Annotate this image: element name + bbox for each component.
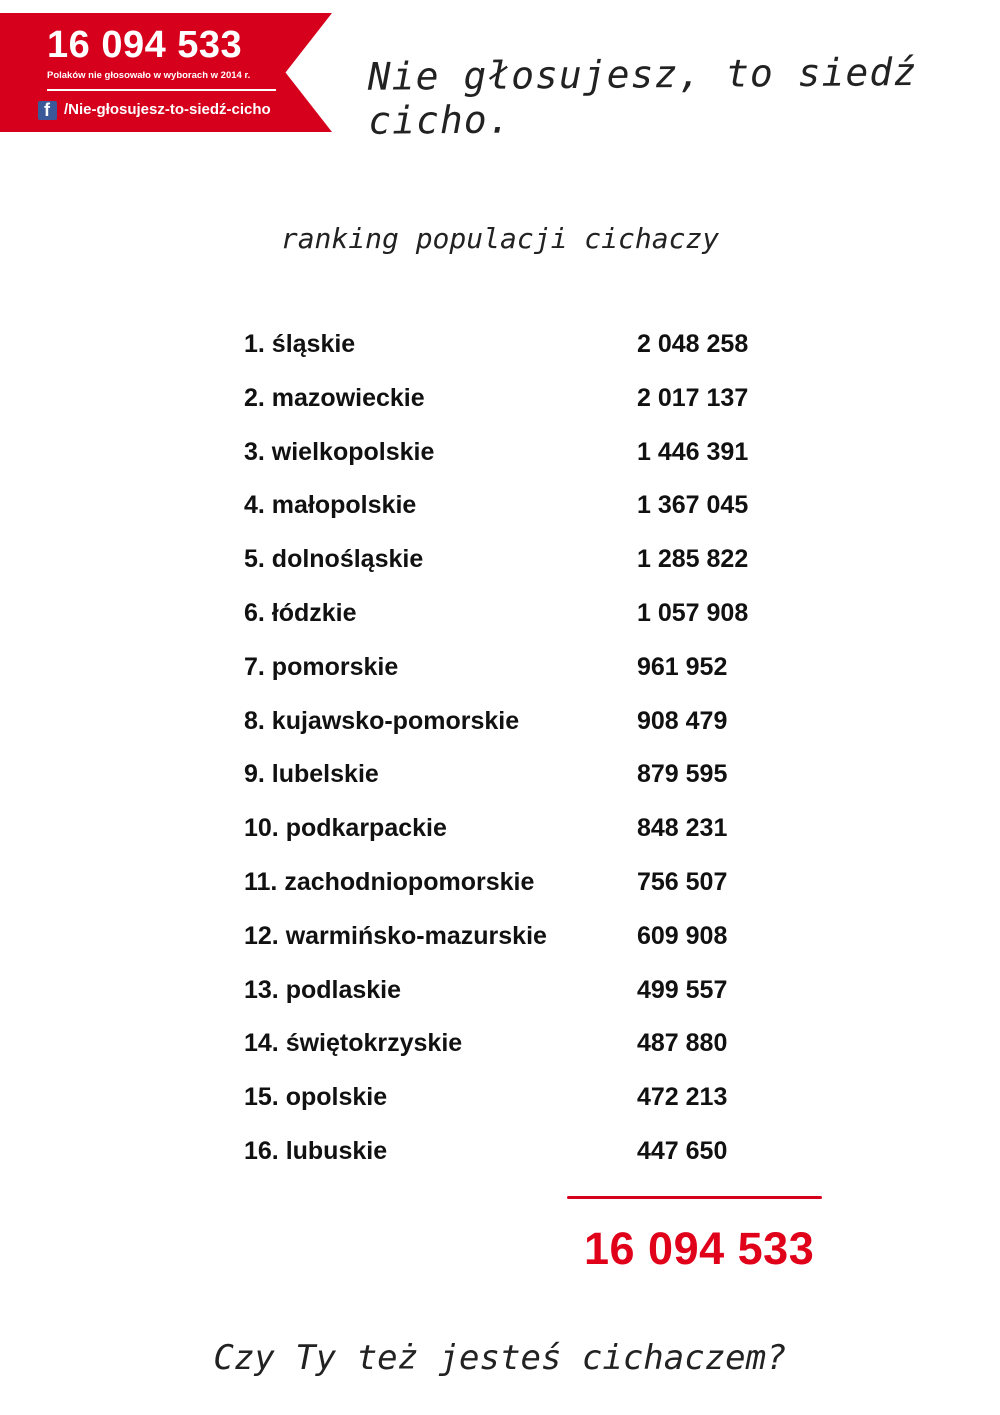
ranking-region-name: 3. wielkopolskie <box>244 437 435 466</box>
ranking-row <box>244 438 804 492</box>
ranking-row <box>244 384 804 438</box>
ranking-region-value: 908 479 <box>637 706 728 735</box>
ranking-region-name: 12. warmińsko-mazurskie <box>244 921 547 950</box>
ranking-list <box>244 330 804 1191</box>
ranking-row <box>244 545 804 599</box>
ranking-row <box>244 491 804 545</box>
ranking-region-name: 4. małopolskie <box>244 491 417 520</box>
ranking-region-value: 2 048 258 <box>637 330 749 358</box>
ranking-row <box>244 599 804 653</box>
banner-divider <box>47 89 276 91</box>
ranking-region-value: 1 057 908 <box>637 598 749 627</box>
ranking-region-value: 1 285 822 <box>637 545 749 574</box>
ranking-region-value: 487 880 <box>637 1029 728 1058</box>
banner-count: 16 094 533 <box>47 24 243 66</box>
slogan: Nie głosujesz, to siedź cicho. <box>367 49 918 143</box>
ranking-region-name: 1. śląskie <box>244 330 356 358</box>
ranking-region-name: 13. podlaskie <box>244 975 402 1004</box>
ranking-region-value: 499 557 <box>637 975 728 1004</box>
ranking-region-name: 7. pomorskie <box>244 652 399 681</box>
ranking-region-value: 609 908 <box>637 921 728 950</box>
ranking-row <box>244 1137 804 1191</box>
ranking-region-value: 447 650 <box>637 1136 728 1165</box>
ranking-region-name: 15. opolskie <box>244 1083 388 1112</box>
ranking-row <box>244 760 804 814</box>
ranking-region-name: 8. kujawsko-pomorskie <box>244 706 520 735</box>
ranking-region-value: 1 446 391 <box>637 437 749 466</box>
ranking-row <box>244 814 804 868</box>
ranking-region-name: 16. lubuskie <box>244 1136 388 1165</box>
ranking-region-value: 961 952 <box>637 652 728 681</box>
ranking-row <box>244 976 804 1030</box>
banner-caption: Polaków nie głosowało w wyborach w 2014 r. <box>47 70 251 81</box>
ranking-row <box>244 330 804 384</box>
facebook-page-link[interactable]: /Nie-głosujesz-to-siedź-cicho <box>64 101 271 118</box>
ranking-region-name: 14. świętokrzyskie <box>244 1029 463 1058</box>
facebook-icon-glyph: f <box>44 100 50 120</box>
ranking-row <box>244 868 804 922</box>
ranking-region-name: 2. mazowieckie <box>244 383 425 412</box>
ranking-region-value: 2 017 137 <box>637 383 749 412</box>
total-value: 16 094 533 <box>584 1223 815 1274</box>
ranking-region-name: 5. dolnośląskie <box>244 545 424 574</box>
ranking-row <box>244 707 804 761</box>
ranking-region-name: 10. podkarpackie <box>244 814 447 843</box>
bottom-question: Czy Ty też jesteś cichaczem? <box>213 1338 787 1378</box>
ranking-row <box>244 1083 804 1137</box>
ranking-region-value: 756 507 <box>637 867 728 896</box>
ranking-row <box>244 922 804 976</box>
ranking-region-value: 472 213 <box>637 1083 728 1112</box>
ranking-region-name: 11. zachodniopomorskie <box>244 867 535 896</box>
ranking-region-name: 9. lubelskie <box>244 760 379 789</box>
ranking-region-name: 6. łódzkie <box>244 598 357 627</box>
ranking-region-value: 1 367 045 <box>637 491 749 520</box>
ranking-row <box>244 653 804 707</box>
facebook-icon[interactable] <box>38 101 57 120</box>
ranking-region-value: 879 595 <box>637 760 728 789</box>
ranking-title: ranking populacji cichaczy <box>280 222 720 255</box>
ranking-row <box>244 1029 804 1083</box>
ranking-region-value: 848 231 <box>637 814 728 843</box>
total-underline <box>567 1196 822 1199</box>
